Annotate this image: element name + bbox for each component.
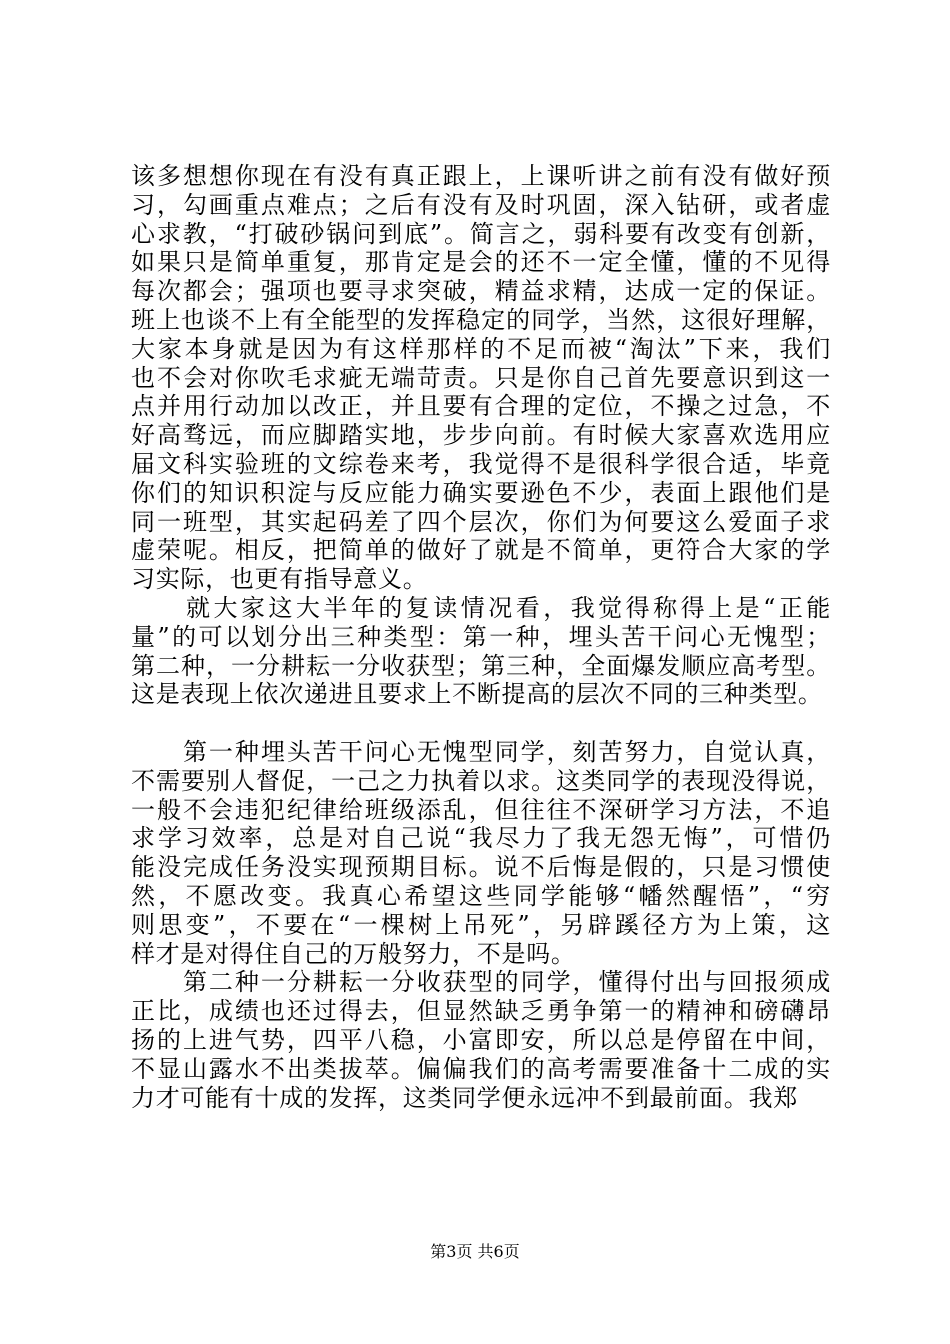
text-line: 样才是对得住自己的万般努力，不是吗。 xyxy=(131,939,576,968)
paragraph-gap xyxy=(131,709,831,738)
text-line: 不需要别人督促，一己之力执着以求。这类同学的表现没得说， xyxy=(131,766,831,795)
text-line: 就大家这大半年的复读情况看，我觉得称得上是“正能 xyxy=(131,593,831,622)
text-line: 点并用行动加以改正，并且要有合理的定位，不操之过急，不 xyxy=(131,392,831,421)
text-line: 习实际，也更有指导意义。 xyxy=(131,565,428,594)
document-body xyxy=(131,162,831,1112)
text-line: 这是表现上依次递进且要求上不断提高的层次不同的三种类型。 xyxy=(131,680,823,709)
text-line: 不显山露水不出类拔萃。偏偏我们的高考需要准备十二成的实 xyxy=(131,1054,831,1083)
text-line: 心求教，“打破砂锅问到底”。简言之，弱科要有改变有创新， xyxy=(131,219,831,248)
text-line: 届文科实验班的文综卷来考，我觉得不是很科学很合适，毕竟 xyxy=(131,449,831,478)
text-line: 第二种一分耕耘一分收获型的同学，懂得付出与回报须成 xyxy=(131,968,831,997)
text-line: 一般不会违犯纪律给班级添乱，但往往不深研学习方法，不追 xyxy=(131,795,831,824)
text-line: 则思变”，不要在“一棵树上吊死”，另辟蹊径方为上策，这 xyxy=(131,910,831,939)
text-line: 能没完成任务没实现预期目标。说不后悔是假的，只是习惯使 xyxy=(131,853,831,882)
text-line: 扬的上进气势，四平八稳，小富即安，所以总是停留在中间， xyxy=(131,1025,831,1054)
text-line: 该多想想你现在有没有真正跟上，上课听讲之前有没有做好预 xyxy=(131,162,831,190)
text-line: 大家本身就是因为有这样那样的不足而被“淘汰”下来，我们 xyxy=(131,334,831,363)
text-line: 正比，成绩也还过得去，但显然缺乏勇争第一的精神和磅礴昂 xyxy=(131,997,831,1026)
text-line: 习，勾画重点难点；之后有没有及时巩固，深入钻研，或者虚 xyxy=(131,190,831,219)
text-line: 每次都会；强项也要寻求突破，精益求精，达成一定的保证。 xyxy=(131,277,831,306)
text-line: 力才可能有十成的发挥，这类同学便永远冲不到最前面。我郑 xyxy=(131,1083,798,1112)
text-line: 第一种埋头苦干问心无愧型同学，刻苦努力，自觉认真， xyxy=(131,737,831,766)
text-line: 量”的可以划分出三种类型：第一种，埋头苦干问心无愧型； xyxy=(131,622,831,651)
text-line: 班上也谈不上有全能型的发挥稳定的同学，当然，这很好理解， xyxy=(131,305,831,334)
text-line: 然，不愿改变。我真心希望这些同学能够“幡然醒悟”，“穷 xyxy=(131,881,831,910)
text-line: 也不会对你吹毛求疵无端苛责。只是你自己首先要意识到这一 xyxy=(131,363,831,392)
text-line: 好高骛远，而应脚踏实地，步步向前。有时候大家喜欢选用应 xyxy=(131,421,831,450)
text-line: 第二种，一分耕耘一分收获型；第三种，全面爆发顺应高考型。 xyxy=(131,651,831,680)
text-line: 同一班型，其实起码差了四个层次，你们为何要这么爱面子求 xyxy=(131,507,831,536)
page-footer: 第3页 共6页 xyxy=(430,1242,520,1261)
text-line: 虚荣呢。相反，把简单的做好了就是不简单，更符合大家的学 xyxy=(131,536,831,565)
text-line: 如果只是简单重复，那肯定是会的还不一定全懂，懂的不见得 xyxy=(131,248,831,277)
text-line: 你们的知识积淀与反应能力确实要逊色不少，表面上跟他们是 xyxy=(131,478,831,507)
text-line: 求学习效率，总是对自己说“我尽力了我无怨无悔”，可惜仍 xyxy=(131,824,831,853)
